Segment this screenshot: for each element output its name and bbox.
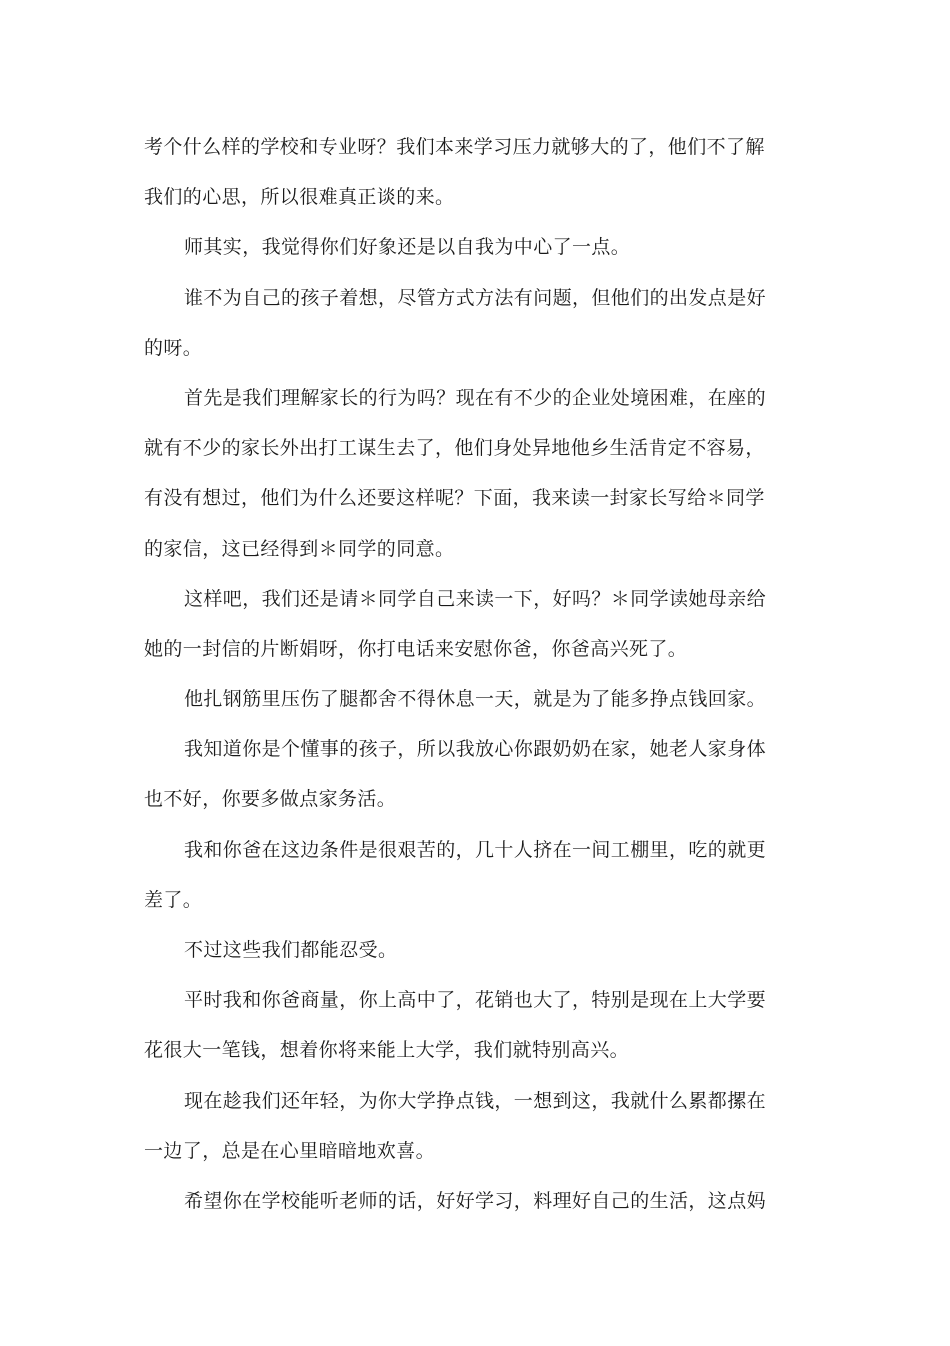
text-line: 平时我和你爸商量，你上高中了，花销也大了，特别是现在上大学要 <box>184 989 767 1012</box>
text-line: 他扎钢筋里压伤了腿都舍不得休息一天，就是为了能多挣点钱回家。 <box>184 688 767 711</box>
text-line: 谁不为自己的孩子着想，尽管方式方法有问题，但他们的出发点是好 <box>184 286 767 309</box>
text-line: 考个什么样的学校和专业呀？我们本来学习压力就够大的了，他们不了解 <box>144 136 765 158</box>
text-line: 她的一封信的片断娟呀，你打电话来安慰你爸，你爸高兴死了。 <box>144 637 688 660</box>
text-line: 我知道你是个懂事的孩子，所以我放心你跟奶奶在家，她老人家身体 <box>184 738 767 761</box>
text-line: 现在趁我们还年轻，为你大学挣点钱，一想到这，我就什么累都摞在 <box>184 1089 767 1112</box>
text-line: 的呀。 <box>144 336 203 359</box>
text-line: 差了。 <box>144 888 203 911</box>
text-line: 不过这些我们都能忍受。 <box>184 939 398 961</box>
text-line: 首先是我们理解家长的行为吗？现在有不少的企业处境困难，在座的 <box>184 386 767 409</box>
text-line: 就有不少的家长外出打工谋生去了，他们身处异地他乡生活肯定不容易， <box>144 437 765 460</box>
text-line: 也不好，你要多做点家务活。 <box>144 788 397 811</box>
document-body <box>144 122 767 1226</box>
text-line: 这样吧，我们还是请＊同学自己来读一下，好吗？＊同学读她母亲给 <box>184 587 767 610</box>
text-line: 有没有想过，他们为什么还要这样呢？下面，我来读一封家长写给＊同学 <box>144 487 765 510</box>
text-line: 花很大一笔钱，想着你将来能上大学，我们就特别高兴。 <box>144 1039 630 1062</box>
text-line: 我和你爸在这边条件是很艰苦的，几十人挤在一间工棚里，吃的就更 <box>184 838 767 861</box>
text-line: 一边了，总是在心里暗暗地欢喜。 <box>144 1139 436 1162</box>
text-line: 我们的心思，所以很难真正谈的来。 <box>144 186 455 209</box>
text-line: 希望你在学校能听老师的话，好好学习，料理好自己的生活，这点妈 <box>184 1189 767 1212</box>
text-line: 师其实，我觉得你们好象还是以自我为中心了一点。 <box>184 236 631 259</box>
text-line: 的家信，这已经得到＊同学的同意。 <box>144 537 455 560</box>
